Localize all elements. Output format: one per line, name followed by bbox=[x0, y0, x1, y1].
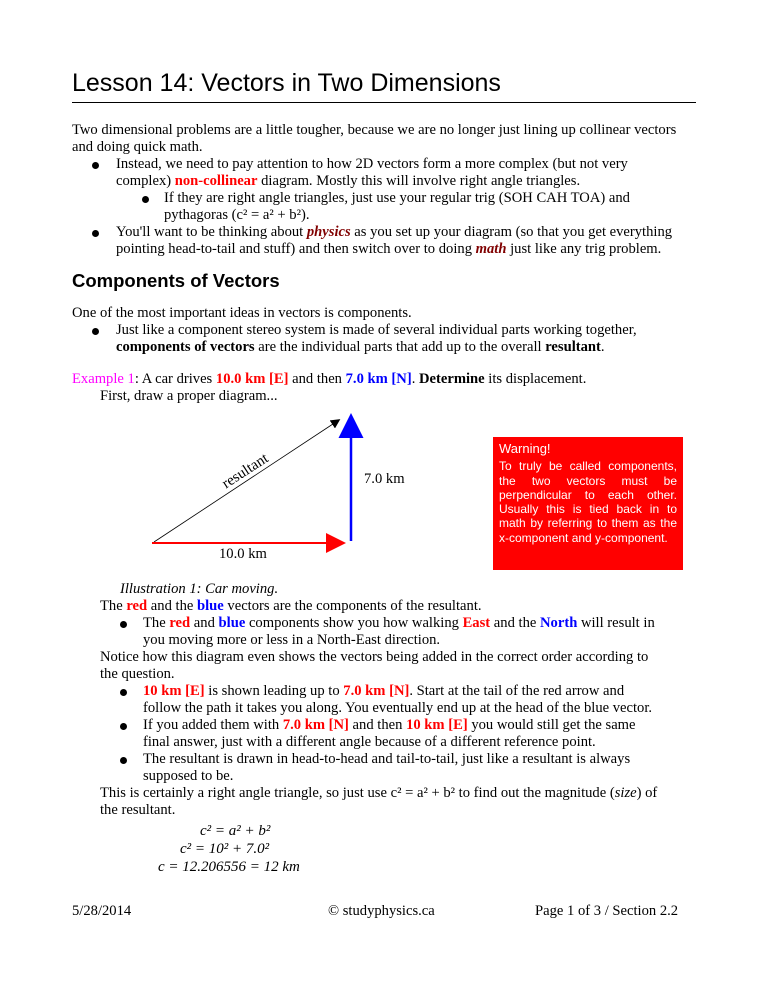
intro-subbullet-b: pythagoras (c² = a² + b²). bbox=[164, 207, 310, 223]
bullet-icon bbox=[92, 162, 99, 169]
section-bullet-b: components of vectors are the individual parts that add up to the overall resultant. bbox=[116, 339, 605, 355]
section-bullet-a: Just like a component stereo system is made of several individual parts working together, bbox=[116, 322, 637, 338]
footer-date: 5/28/2014 bbox=[72, 903, 132, 919]
bullet-icon bbox=[120, 621, 127, 628]
bullet-icon bbox=[120, 723, 127, 730]
intro-subbullet-a: If they are right angle triangles, just use your regular trig (SOH CAH TOA) and bbox=[164, 190, 630, 206]
example-question: Example 1: A car drives 10.0 km [E] and then 7.0 km [N]. Determine its displacement. bbox=[72, 371, 587, 387]
explain-bullet-4-b: supposed to be. bbox=[143, 768, 234, 784]
bullet-icon bbox=[120, 689, 127, 696]
explain-para-2-b: the question. bbox=[100, 666, 175, 682]
page-title: Lesson 14: Vectors in Two Dimensions bbox=[72, 66, 696, 103]
footer-page: Page 1 of 3 / Section 2.2 bbox=[535, 903, 679, 919]
intro-line-2: and doing quick math. bbox=[72, 139, 203, 155]
non-collinear-highlight: non-collinear bbox=[174, 173, 258, 189]
explain-bullet-2-a: 10 km [E] is shown leading up to 7.0 km [N]. Start at the tail of the red arrow and bbox=[143, 683, 625, 699]
resultant-label: resultant bbox=[219, 450, 272, 493]
explain-bullet-1-a: The red and blue components show you how walking East and the North will result in bbox=[143, 615, 655, 631]
explain-para-1: The red and the blue vectors are the components of the resultant. bbox=[100, 598, 482, 614]
warning-body: To truly be called components, the two vectors must be perpendicular to each other. Usually this is tied back in to math by referring to them as the x-component and y-component. bbox=[499, 459, 677, 545]
example-instruction: First, draw a proper diagram... bbox=[100, 388, 278, 404]
illustration-caption: Illustration 1: Car moving. bbox=[120, 581, 279, 597]
warning-title: Warning! bbox=[499, 441, 551, 456]
explain-bullet-3-a: If you added them with 7.0 km [N] and then 10 km [E] you would still get the same bbox=[143, 717, 636, 733]
explain-bullet-2-b: follow the path it takes you along. You eventually end up at the head of the blue vector. bbox=[143, 700, 653, 716]
explain-bullet-4-a: The resultant is drawn in head-to-head and tail-to-tail, just like a resultant is always bbox=[143, 751, 631, 767]
red-vector-label: 10.0 km bbox=[219, 546, 267, 562]
intro-line-1: Two dimensional problems are a little tougher, because we are no longer just lining up collinear vectors bbox=[72, 122, 677, 138]
equation-1: c² = a² + b² bbox=[200, 823, 271, 839]
equation-2: c² = 10² + 7.0² bbox=[180, 841, 270, 857]
section-heading: Components of Vectors bbox=[72, 270, 280, 291]
bullet-icon bbox=[120, 757, 127, 764]
warning-box bbox=[493, 437, 683, 570]
explain-para-3-a: This is certainly a right angle triangle, so just use c² = a² + b² to find out the magnitude (size) of bbox=[100, 785, 658, 801]
vector-diagram bbox=[140, 410, 430, 570]
bullet-icon bbox=[142, 196, 149, 203]
footer-site: © studyphysics.ca bbox=[328, 903, 435, 919]
section-para: One of the most important ideas in vectors is components. bbox=[72, 305, 412, 321]
bullet-icon bbox=[92, 328, 99, 335]
intro-bullet-1-a: Instead, we need to pay attention to how 2D vectors form a more complex (but not very bbox=[116, 156, 628, 172]
equation-3: c = 12.206556 = 12 km bbox=[158, 859, 300, 875]
intro-bullet-1-b: complex) non-collinear diagram. Mostly this will involve right angle triangles. bbox=[116, 173, 581, 189]
explain-para-3-b: the resultant. bbox=[100, 802, 176, 818]
intro-bullet-2-a: You'll want to be thinking about physics as you set up your diagram (so that you get everything bbox=[116, 224, 673, 240]
intro-bullet-2-b: pointing head-to-tail and stuff) and then switch over to doing math just like any trig problem. bbox=[116, 241, 662, 257]
explain-para-2-a: Notice how this diagram even shows the vectors being added in the correct order according to bbox=[100, 649, 649, 665]
blue-vector-label: 7.0 km bbox=[364, 471, 405, 487]
explain-bullet-3-b: final answer, just with a different angle because of a different reference point. bbox=[143, 734, 596, 750]
bullet-icon bbox=[92, 230, 99, 237]
resultant-vector bbox=[154, 420, 339, 542]
explain-bullet-1-b: you moving more or less in a North-East direction. bbox=[143, 632, 441, 648]
